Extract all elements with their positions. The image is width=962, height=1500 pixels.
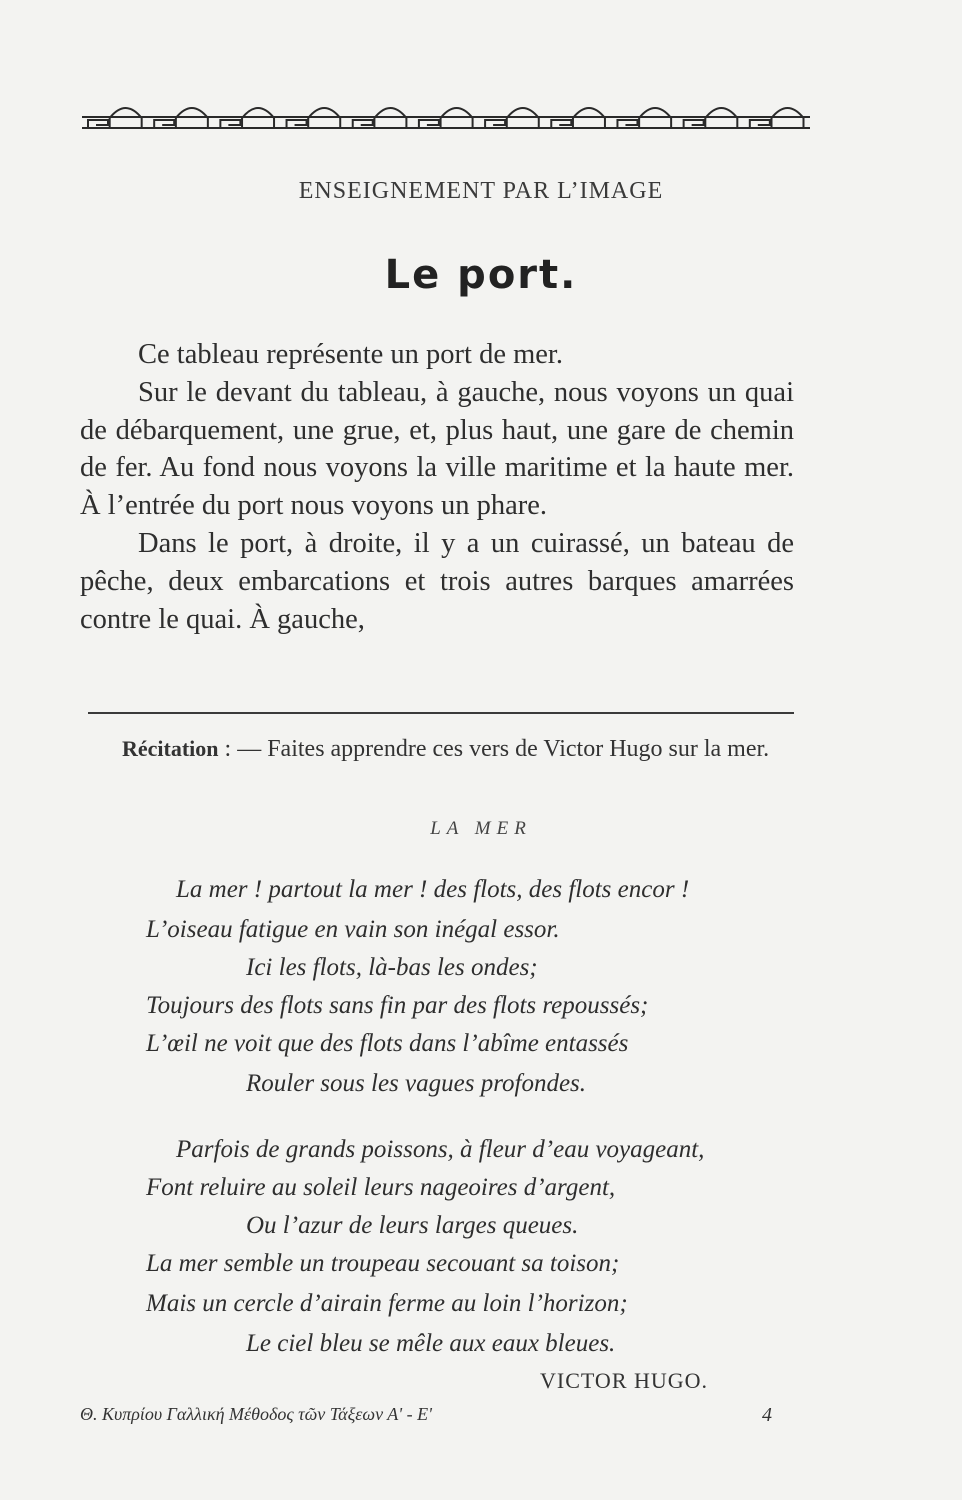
poem-line: Parfois de grands poissons, à fleur d’eau voyageant, xyxy=(176,1136,705,1163)
poem-line: Mais un cercle d’airain ferme au loin l’horizon; xyxy=(146,1290,628,1317)
section-title: ENSEIGNEMENT PAR L’IMAGE xyxy=(298,178,664,204)
recitation-note xyxy=(80,734,796,764)
key-motif xyxy=(287,120,307,128)
poem-line: L’œil ne voit que des flots dans l’abîme entassés xyxy=(146,1030,629,1057)
key-motif xyxy=(154,120,174,128)
lesson-text xyxy=(80,336,794,638)
poem-line: Le ciel bleu se mêle aux eaux bleues. xyxy=(246,1330,616,1357)
key-motif xyxy=(750,120,770,128)
key-motif xyxy=(617,120,637,128)
page-number: 4 xyxy=(762,1404,772,1426)
section-divider xyxy=(88,712,794,714)
key-motif xyxy=(419,120,439,128)
paragraph: Dans le port, à droite, il y a un cuirassé, un bateau de pêche, deux embarcations et trois autres barques amarrées contre le quai. À gauche, xyxy=(80,527,794,635)
poem-author: VICTOR HUGO. xyxy=(540,1368,709,1393)
poem-line: Ou l’azur de leurs larges queues. xyxy=(246,1212,579,1239)
page-title: Le port. xyxy=(384,252,578,298)
poem-line: Rouler sous les vagues profondes. xyxy=(246,1070,587,1097)
poem-line: La mer ! partout la mer ! des flots, des flots encor ! xyxy=(176,876,690,903)
book-footer: Θ. Κυπρίου Γαλλική Μέθοδος τῶν Τάξεων Α' - Ε' xyxy=(80,1404,432,1424)
paragraph: Sur le devant du tableau, à gauche, nous voyons un quai de débarquement, une grue, et, plus haut, une gare de chemin de fer. Au fond nous voyons la ville maritime et la haute mer. À l’entrée du port nous voyons un phare. xyxy=(80,376,794,522)
poem-line: Font reluire au soleil leurs nageoires d’argent, xyxy=(146,1174,616,1201)
key-motif xyxy=(485,120,505,128)
greek-key-ornament xyxy=(82,100,810,130)
recitation-text: Faites apprendre ces vers de Victor Hugo sur la mer. xyxy=(267,736,770,762)
poem-line: L’oiseau fatigue en vain son inégal essor. xyxy=(146,916,560,943)
key-motif xyxy=(684,120,704,128)
paragraph: Ce tableau représente un port de mer. xyxy=(138,339,563,370)
poem-line: Ici les flots, là-bas les ondes; xyxy=(246,954,538,981)
recitation-label: Récitation xyxy=(122,736,219,761)
key-motif xyxy=(220,120,240,128)
key-motif xyxy=(353,120,373,128)
recitation-separator: : — xyxy=(218,736,268,762)
poem-title: LA MER xyxy=(430,818,532,839)
key-motif xyxy=(88,120,108,128)
poem-line: La mer semble un troupeau secouant sa toison; xyxy=(146,1250,620,1277)
poem-line: Toujours des flots sans fin par des flots repoussés; xyxy=(146,992,649,1019)
key-motif xyxy=(551,120,571,128)
